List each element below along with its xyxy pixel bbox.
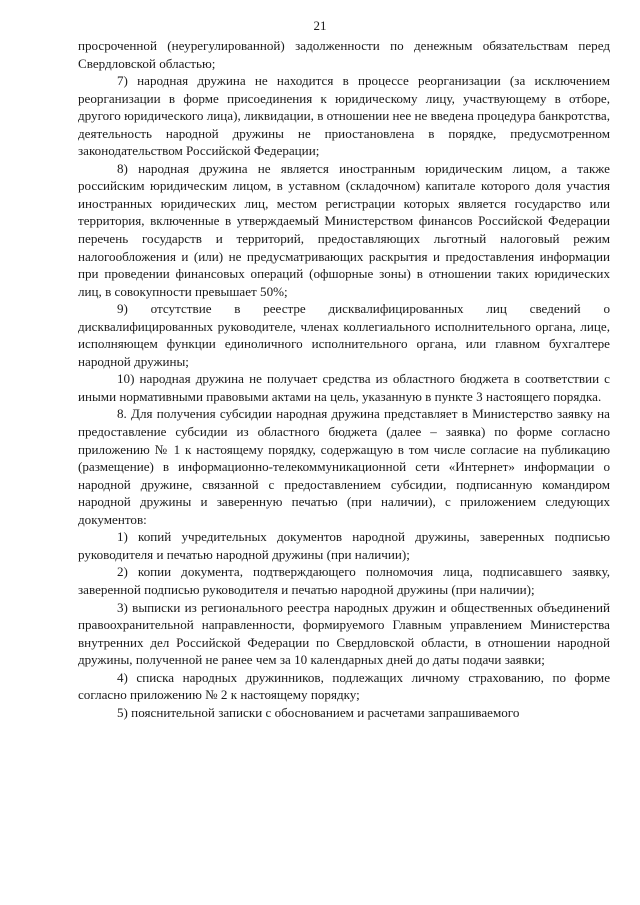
page-number: 21 xyxy=(313,18,327,33)
paragraph-item-8: 8) народная дружина не является иностранным юридическим лицом, а также российским юридическим лицом, в уставном (складочном) капитале которого доля участия иностранных юридических лиц, местом регистрации которых является государство или территория, включенные в утверждаемый Министерством финансов Российской Федерации перечень государств и территорий, предоставляющих льготный налоговый режим налогообложения и (или) не предусматривающих раскрытия и предоставления информации при проведении финансовых операций (офшорные зоны) в отношении таких юридических лиц, в совокупности превышает 50%; xyxy=(78,160,610,299)
paragraph-doc-5: 5) пояснительной записки с обоснованием и расчетами запрашиваемого xyxy=(117,704,520,720)
paragraph-doc-2: 2) копии документа, подтверждающего полномочия лица, подписавшего заявку, заверенной подписью руководителя и печатью народной дружины (при наличии); xyxy=(78,564,610,597)
paragraph-doc-3: 3) выписки из регионального реестра народных дружин и общественных объединений правоохранительной направленности, формируемого Главным управлением Министерства внутренних дел Российской Федерации по Свердловской области, в отношении народной дружины, полученной не ранее чем за 10 календарных дней до даты подачи заявки; xyxy=(78,599,610,668)
document-body xyxy=(78,37,610,721)
paragraph-continuation: просроченной (неурегулированной) задолженности по денежным обязательствам перед Свердловской областью; xyxy=(78,38,610,71)
paragraph-item-7: 7) народная дружина не находится в процессе реорганизации (за исключением реорганизации в форме присоединения к юридическому лицу, участвующему в отборе, другого юридического лица), ликвидации, в отношении нее не введена процедура банкротства, деятельность народной дружины не приостановлена в порядке, предусмотренном законодательством Российской Федерации; xyxy=(78,73,610,159)
paragraph-item-9: 9) отсутствие в реестре дисквалифицированных лиц сведений о дисквалифицированных руководителе, членах коллегиального исполнительного органа, лице, исполняющем функции единоличного исполнительного органа, или главном бухгалтере народной дружины; xyxy=(78,301,610,369)
paragraph-clause-8: 8. Для получения субсидии народная дружина представляет в Министерство заявку на предоставление субсидии из областного бюджета (далее – заявка) по форме согласно приложению № 1 к настоящему порядку, содержащую в том числе согласие на публикацию (размещение) в информационно-телекоммуникационной сети «Интернет» информации о народной дружине, связанной с предоставлением субсидии, подписанную командиром народной дружины и заверенную печатью (при наличии), с приложением следующих документов: xyxy=(78,406,610,527)
paragraph-item-10: 10) народная дружина не получает средства из областного бюджета в соответствии с иными нормативными правовыми актами на цель, указанную в пункте 3 настоящего порядка. xyxy=(78,371,610,404)
paragraph-doc-4: 4) списка народных дружинников, подлежащих личному страхованию, по форме согласно приложению № 2 к настоящему порядку; xyxy=(78,669,610,703)
paragraph-doc-1: 1) копий учредительных документов народной дружины, заверенных подписью руководителя и печатью народной дружины (при наличии); xyxy=(78,529,610,562)
